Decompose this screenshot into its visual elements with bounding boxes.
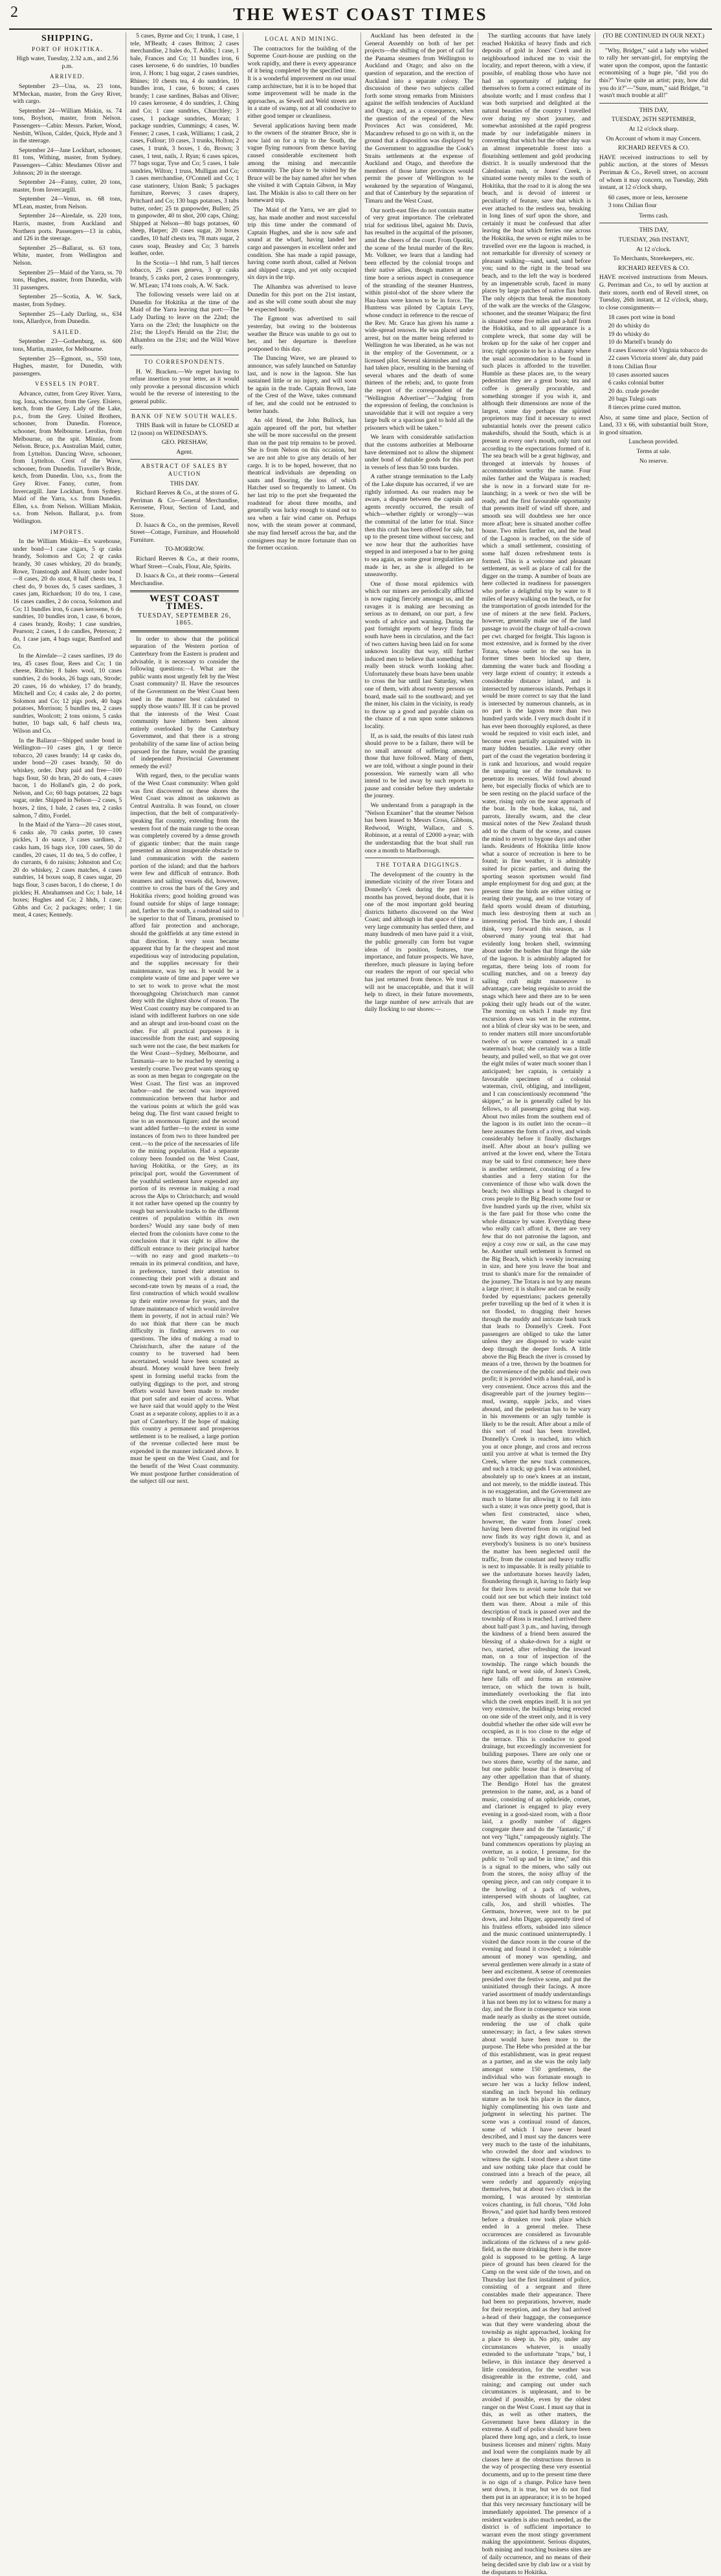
arrival-entry: September 25—Maid of the Yarra, ss. 70 tons, Hughes, master, from Dunedin, with 31 passengers. [13,269,122,291]
notice-firm: RICHARD REEVES & CO. [618,144,689,152]
arrival-entry: September 24—Airedale, ss. 220 tons, Harris, master, from Auckland and Northern ports. Passengers—13 in cabin, and 126 in the steerage. [13,212,122,243]
columns [9,32,712,2576]
masthead [9,0,712,30]
divider [130,590,239,592]
notice-item: 8 cases Essence old Virginia tobacco do [608,346,707,354]
newspaper-title: THE WEST COAST TIMES [233,4,488,24]
sailed-entry: September 25—Egmont, ss., 550 tons, Hughes, master, for Dunedin, with passengers. [13,355,122,377]
column-5 [478,32,595,2576]
notice-day: THIS DAY, [639,227,669,234]
import-entry: In the William Miskin—Ex warehouse, under bond—1 case cigars, 5 qr casks brandy, Solomon and Co; 2 qr casks brandy, 30 cases whiskey, 20 do brandy, Rowe, Transtough and Alison; under bond—8 cases, 20 do stout, 8 half chests tea, 1 chest do, 9 boxes do, 5 cases sardines, 3 cases jam, Richardson; 10 do tea, 1 case, 16 cases candles, 2 do cocoa, Solomon and Co; 11 bundles iron, 6 cases kerosene, 6 do sundries, 10 bundles iron, 1 case, 6 boxes, 4 cases brandy, Rosby; 1 case sundries, Pearson; 2 cases, 1 do candles, Peterson; 2 do, 1 case jam, 4 bags sugar, Bamford and Co. [13,538,122,650]
notice-firm: RICHARD REEVES & CO. [618,264,689,272]
notice-date: TUESDAY, 26th INSTANT, [618,236,689,244]
column-1 [9,32,126,917]
divider [130,630,239,632]
local-paragraph: The Dancing Wave, we are pleased to announce, was safely launched on Saturday last, and is now in the lagoon. She has sustained little or no injury, and will soon be again in the trade. Captain Brown, late of the Crest of the Wave, takes command of her, and she could not be entrusted to better hands. [247,355,357,415]
totara-heading: THE TOTARA DIGGINGS. [376,861,462,869]
bank-notice-text: THIS Bank will in future be CLOSED at 12 (noon) on WEDNESDAYS. [130,422,239,437]
divider [599,43,708,44]
notice-item: 8 tons Chilian flour [608,362,657,370]
local-paragraph: Our north-east files do not contain matter of very great importance. The celebrated trial for seditious libel, against Mr. Davis, has resulted in the acquittal of the prisoner, amid the cheers of the court. From Opotiki, the scene of the brutal murder of the Rev. Mr. Volkner, we learn that a landing had been effected by the colonial troops and their native allies, though matters at one time bore a serious aspect in consequence of the stranding of the steamer Huntress, within pistol-shot of the shore where the Hau-haus were known to be in force. The Huntress was piloted by Captain Levy, whose conduct in reference to the rescue of the Rev. Mr. Grace has given his name a wide-spread renown. He was placed under arrest, but on the matter being referred to Wellington he was liberated, as he was not in the employ of the Government, or a licensed pilot. Several skirmishes and raids had taken place, resulting in the burning of several whares and the death of some thirteen of the rebels; and, to quote from the report of the correspondent of the "Wellington Advertiser"—"Judging from the expression of feeling, the conclusion is unavoidable that it will not require a very large bulk or a spacious gaol to hold all the prisoners which will be taken." [364,206,474,432]
notice-items [608,314,708,411]
notice-account: On Account of whom it may Concern. [606,135,702,142]
notice-item: 22 cases Victoria stores' ale, duty paid [608,355,704,362]
local-paragraph: An old friend, the John Bullock, has again appeared off the port, but whether she will be more successful on the present than on the past trip remains to be proved. She is from Nelson on this occasion, but we are not able to give any details of her cargo. It is to be hoped, however, that no theatrical individuals are depending on sauts and flooring, the loss of which Hatcher used so frequently to lament. On her last trip to the port she frequented the roadstead for about three months, and generally was lucky enough to stand out to sea when a fair wind came on. Perhaps now, with the steam power at command, she may find herself across the bar, and the consignees may be more fortunate than on the former occasion. [247,417,357,552]
column-6 [595,32,712,917]
local-mining-heading: LOCAL AND MINING. [265,36,339,42]
editorial-masthead: WEST COAST TIMES. [150,594,220,612]
auction-item: Richard Reeves & Co., at their rooms, Wharf Street—Coals, Flour, Ale, Spirits. [130,555,239,570]
notice-item: 10 cases assorted sauces [608,371,669,379]
column-4 [360,32,478,1014]
notice-item: 20 bags Tulegi oats [608,395,657,403]
bank-notice-signature: GEO. PRESHAW, [161,439,208,447]
notice-body: HAVE received instructions from Messrs. G. Perriman and Co., to sell by auction at their stores, north end of Revell street, on Tuesday, 26th instant, at 12 o'clock, sharp, to close consignments— [599,274,709,311]
auction-item: Richard Reeves & Co., at the stores of G. Perriman & Co—General Merchandise, Kerosene, Flour, Section of Land, and Store. [130,489,239,520]
local-paragraph: The Egmont was advertised to sail yesterday, but owing to the boisterous weather the Bruce was unable to go out to her, and her departure is therefore postponed to this day. [247,315,357,353]
import-entry: In the Scotia—1 hhd rum, 5 half tierces tobacco, 25 cases geneva, 3 qr casks brandy, 5 casks port, 2 cases ironmongery, W. M'Lean; 174 tons coals, A. W. Sack. [130,259,239,289]
local-paragraph: The Maid of the Yarra, we are glad to say, has made another and most successful trip this time under the command of Captain Hughes, and she is now safe and sound at the wharf, having landed her cargo and passengers in excellent order and condition. She has made a rapid passage, having come north about, called at Nelson and shipped cargo, and yet only occupied six days in the trip. [247,206,357,282]
arrival-entry: September 23—Una, ss. 23 tons, M'Meckan, master, from the Grey River, with cargo. [13,82,122,105]
auction-item: D. Isaacs & Co., at their rooms—General Merchandise. [130,572,239,587]
local-paragraph: We learn with considerable satisfaction that the customs authorities at Melbourne have determined not to allow the shipment under bond of dutiable goods for this port in vessels of less than 50 tons burden. [364,434,474,471]
column-3 [243,32,360,917]
imports-heading: IMPORTS. [50,528,85,535]
notice-item: 3 tons Chilian flour [608,202,657,210]
local-paragraph: The Alhambra was advertised to leave Dunedin for this port on the 21st instant, and as she will come south about she may be expected hourly. [247,283,357,313]
notice-item: 20 do. crude powder [608,387,660,395]
port-heading: PORT OF HOKITIKA. [32,45,104,52]
divider [130,459,239,460]
sailed-heading: SAILED. [52,328,82,335]
local-paragraph: The contractors for the building of the Supreme Court-house are pushing on the work rapidly, and there is every appearance of it being completed by the specified time. It is a wonderful improvement on our usual camp architecture, but it is to be hoped that some improvement will be made in the approaches, as Sewell and Weld streets are in a state of swamp, not at all conducive to either good temper or cleanliness. [247,45,357,120]
local-paragraph: One of those moral epidemics with which our miners are periodically afflicted is now raging fiercely amongst us, and the ravages it is making are becoming as serious as to demand, on our part, a few words of advice and warning. During the past fortnight reports of heavy finds far south have been in circulation, and the fact of two cutters having been laid on for some unknown locality that way, still further induced men to believe that something had really been struck worth looking after. Unfortunately these boats have been unable to cross the bar until last Saturday, when one of them, with about twenty persons on board, made sail to the southward; and yet the miner, his claim in the vicinity, is ready to throw up a good and payable claim on the chance of a run upon some unknown locality. [364,580,474,731]
import-entry: In the Maid of the Yarra—20 cases stout, 6 casks ale, 70 casks porter, 10 cases pickles, 1 do sauce, 3 cases sardines, 2 casks ham, 16 bags rice, 100 cases, 50 do candles, 20 cases, 11 do tea, 5 do coffee, 1 do currants, 6 do raisins; Johnston and Co; 20 do whiskey, 2 cases matches, 4 cases sundries, 14 boxes soap, 8 cases sugar, 20 bags flour, 3 cases bacon, 1 do cheese, 1 do pickles; H. Abrahamsen and Co; 1 bale, 14 boxes; Hughes and Co; 2 hhds, 1 case; Gibbs and Co; 2 packages; order; 1 tin meat, 4 cases; Kennedy. [13,821,122,919]
notice-item: 60 cases, more or less, kerosene [608,194,688,201]
arrival-entry: September 25—Lady Darling, ss., 634 tons, Allardyce, from Dunedin. [13,310,122,326]
notice-reserve: No reserve. [639,457,669,465]
import-entry: In the Airedale—2 cases sardines, 19 do tea, 45 cases flour, Rees and Co; 1 tin cheese, Ritchie; 8 bales wool, 10 cases sundries, 2 do books, 26 bags oats, Strode; 20 cases, 16 do whiskey, 17 do brandy, Mitchell and Co; 4 casks ale, 2 do porter, Solomon and Co; 12 pigs pork, 40 bags potatoes, Morrison; 5 bundles tea, 2 cases sundries, Woolcott; 2 tons onions, 5 casks butter, 10 bags salt, 6 half chests tea, Wilson and Co. [13,652,122,735]
editorial-paragraph: In order to show that the political separation of the Western portion of Canterbury from the Eastern is prudent and advisable, it is necessary to consider the following questions:—I. What are the public wants most urgently felt by the West Coast community? II. Have the resources of the Government on the West Coast been used in the manner best calculated to supply those wants? III. If it can be proved that the interests of the West Coast community have hitherto been almost entirely overlooked by the Canterbury Government, and that there is a strong probability of the same line of action being pursued for the future, would the granting of independent Provincial Government remedy the evil? [130,635,239,770]
notice-terms: Terms cash. [639,212,669,219]
arrival-entry: September 24—Fanny, cutter, 20 tons, master, from Invercargill. [13,179,122,194]
import-entry: In the Ballarat—Shipped under bond in Wellington—10 cases gin, 1 qr tierce tobacco, 20 cases brandy; 14 qr casks do, under bond—20 cases brandy, 50 do whiskey, order. Duty paid and free—100 bags flour, 50 do bran, 20 do oats, 4 cases bacon, 1 do Holland's gin, 2 do pork, Nelson, and Co; 60 bags potatoes, 22 bags sugar, order. Shipped in Nelson—2 cases, 5 boxes, 2 tins, 1 bale, 2 cases tea, 2 casks salmon, 7 ditto, Fordel. [13,737,122,819]
vessels-in-port: Advance, cutter, from Grey River. Yarra, tug. Iona, schooner, from the Grey. Elsiero, ketch, from the Grey. Lady of the Lake, p.s., from the Grey. United Brothers, schooner, from Dunedin. Florence, schooner, from Melbourne. Lerolius, from Melbourne, on the spit. Minnie, from Nelson. Bruce, p.s. Australian Maid, cutter, from Lyttelton. Dancing Wave, schooner, from Lyttelton. Crest of the Wave, schooner, from Dunedin. Traveller's Bride, ketch, from Dunedin. Uno, s.s., from the Grey River. Fanny, cutter, from Invercargill. Jane Lockhart, from Sydney. Maid of the Yarra, s.s. from Dunedin. Ellen, s.s. from Nelson. William Miskin, s.s. from Nelson. Ballarat, p.s. from Wellington. [13,390,122,526]
anecdote: "Why, Bridget," said a lady who wished to rally her servant-girl, for emptying the water upon the compost, upon the fantastic economising of a huge pie, "did you do this?" You're quite an artist; pray, how did you do it?"—"Sure, mum," said Bridget, "it wasn't much trouble at all!" [599,47,709,100]
shipping-heading: SHIPPING. [41,34,94,43]
notice-extra: Also, at same time and place, Section of Land, 33 x 66, with substantial built Store, in good situation. [599,414,709,436]
auction-this-day: THIS DAY. [170,480,199,487]
notice-item: 8 tierces prime cured mutton. [608,403,682,411]
notice-terms: Terms at sale. [636,447,671,455]
arrival-entry: September 24—Venus, ss. 68 tons, M'Lean, master, from Nelson. [13,195,122,210]
auction-tomorrow: TO-MORROW. [164,546,205,553]
notice-lunch: Luncheon provided. [628,438,679,446]
auction-abstract-heading: ABSTRACT OF SALES BY AUCTION [140,463,228,478]
import-entry: 5 cases, Byrne and Co; 1 trunk, 1 case, 1 tele, M'Beath; 4 cases Britton; 2 cases merchandise, 2 bales do, T. Addis; 1 case, 1 bale, Frances and Co; 11 bundles iron, 6 cases kerosene, 6 do sundries, 10 bundles iron, J. Horn; 1 bag sugar, 2 cases sundries, Rhines; 10 chests tea, 4 do sundries, 10 bundles iron, 1 case, 6 boxes; 4 cases brandy; 1 case sardines, Balsas and Oliver; 10 cases kerosene, 4 do sundries, J. Ching and Co; 1 case sundries, Churchley; 3 cases, 1 package sundries, Moran; 1 package sundries, Cummings; 4 cases, W. Fenner; 2 cases, 1 cask, Williams; 1 cask, 2 cases, Fullour; 10 cases, 3 trunks, Holton; 2 cases, 1 trunk, 3 boxes, 1 do, Brown; 3 cases, 1 tent, nails, J. Ryan; 6 cases spices, 77 bags sugar, Tyse and Co; 5 cases, 1 bale sundries, Wilton; 1 truss, Mulligan and Co; 3 cases merchandise, O'Connell and Co; 1 case stationery, Union Bank; 5 packages furniture, Reeves; 3 cases drapery, Pritchard and Co; 130 bags potatoes, 3 tubs butter, order; 25 tn gunpowder, Bullen; 25 tn gunpowder, 40 tn shot, 200 caps, Ching; Shipped at Nelson—80 bags potatoes, 60 sheep, Harper; 20 cases sugar, 20 boxes candles, 10 half chests tea, 78 mats sugar, 2 cases soap, Beasley and Co; 3 barrels leather, order. [130,32,239,258]
notice-body: HAVE received instructions to sell by public auction, at the stores of Messrs Perriman & Co., Revell street, on account of whom it may concern, on Tuesday, 26th instant, at 12 o'clock sharp, [599,153,709,192]
arrival-entry: September 24—William Miskin, ss. 74 tons, Boylson, master, from Nelson. Passengers—Cabin: Messrs. Parker, Wood, Nesbitt, Wilson, Calder, Quick, Hyde and 3 in the steerage. [13,107,122,145]
notice-item: 19 do whisky do [608,330,650,338]
notice-time: At 12 o'clock. [636,245,671,253]
local-paragraph: We understand from a paragraph in the "Nelson Examiner" that the steamer Nelson has been leased to Messrs Cross, Gibbons, Redwood, Wright, Wallace, and S. Robinson, at a rental of £2000 a-year; with the understanding that the boat shall run once a month to Marlborough. [364,801,474,854]
totara-paragraph: The startling accounts that have lately reached Hokitika of heavy finds and rich deposits of gold in Jones' Creek and its neighbourhood induced me to visit the locality, and report thereon, with a view, if possible, of enabling those who have not had an opportunity of judging for themselves to form a correct estimate of its absolute worth; and I must confess that I was both surprised and delighted at the natural beauties of the country I travelled over during my short journey, and somewhat astonished at the rapid progress made by our indefatigable miners in converting that which but the other day was an almost impenetrable forest into a flourishing settlement and gold producing district. It is usually understood that the Caledonian rush, or Jones' Creek, is situated some twenty miles to the south of Hokitika, that the road to it is along the sea beach, and is devoid of interest or peculiarity of feature, save that which is ever attached to the restless sea, breaking in long lines of surf upon the shore, and certainly it must be confessed that after leaving the boat which ferries one across the Hokitika, the seven or eight miles to be travelled over ere the lagoon is reached, is not remarkable for diversity of scenery or pleasant walking—sand, sand, sand before you; sand to the right in the broad sea beach, and to the left the way is bordered by an impenetrable scrub, faced in many places by large patches of native flax bush. The only objects that break the monotony of the walk are the wrecks of the Glasgow, schooner, and the steamer Waipara; the first is situated some five miles and a-half from the Hokitika, and to all appearance is a complete wreck, that some day will be broken up for the sake of her copper and iron; right opposite to her is a shanty where the usual accommodation to be found in such places is afforded to the traveller. Humble as these places are, to the weary pedestrian they are a great boon; tea and coffee is generally procurable, and something stronger if you wish it, and although their dimensions are none of the largest, some day perhaps the spirited proprietors may find it necessary to erect substantial hotels over the present calico makeshifts, should the South, which is at present in every one's mouth, only turn out according to the expectations formed of it. The sea beach will be a great highway, and thronged at intervals by houses of accommodation worthy the name. Four miles farther and the Waipara is reached; she is now in a forward state for re-launching; in a week or two she will be ready, and the first favourable opportunity that presents itself of wind off shore, and smooth sea will doubtless see her once more afloat; here is situated another coffee house. Two miles farther on, and the head of the Lagoon is reached, on the side of which a small settlement, consisting of some half dozen refreshment tents is formed. This is a welcome and pleasant settlement, as well as place of call for the digger on the tramp. A number of boats are here collected in readiness for passengers who prefer a delightful trip by water to 8 miles of heavy walking on the beach, or for the transportation of goods intended for the use of miners at the new field. Packers, however, generally make use of the land passage to avoid the charge of half-a-crown per cwt. charged for freight. This lagoon is most extensive, and is formed by the river Totara, whose outlet to the sea has in former times been blocked up there, damming the water back and flooding a very large extent of country; it extends a considerable distance inland, and is intersected by numerous islands. Perhaps it would be more correct to say that the land is intersected by numerous channels, as in no part is the lagoon more than two hundred yards wide. I very much doubt if it has ever been thoroughly explored, as there would be required to visit each inlet, and become even partially acquainted with its many hidden beauties. Like every other part of the coast the vegetation bordering it is rank and luxurious, and would require the unsparing use of the tomahawk to penetrate its recesses. Wild fowl abound here, but especially flocks of which are to be seen resting on the placid surface of the water, rising only on the near approach of the boat. In the bush, kakas, tui, and parrots, literally swarm, and the clear musical notes of the New Zealand thrush add to the charm of the scene, and causes the mind to revert to bygone days and other lands. Residents of Hokitika little know what a source of recreation is here to be found; in fine weather, it is admirably suited for picnic parties, and during the sporting season sportsmen would find ample employment for dog and gun; at the present time the birds are either sitting or rearing their young, and so true votary of field sports would dream of disturbing, much less destroying them at such an interesting period. The birds are, I should think, very forward this season, as I observed many young teal that had evidently long broken shell, swimming about under the bushes that fringe the side of the lagoon. It is admirably adapted for regattas, there being lots of room for sculling matches, and on a breezy day sailing craft might manoeuvre to advantage, care being requisite to avoid the snags which here and there are to be seen poking their ugly heads out of the water. The morning on which I made my first excursion down was wet in the extreme, not a blink of clear sky was to be seen, and to render matters still more uncomfortable twelve of us were crammed in a small waterman's boat; she certainly was a little beauty, and pulled well, so that we got over the eight miles of water much sooner than I anticipated; her captain, is certainly a favourable specimen of a colonial waterman, civil, obliging, and intelligent, and I can conscientiously recommend "the skipper," as he is generally called by his fellows, to all passengers going that way. About two miles from the southern end of the lagoon is its outlet into the ocean—it here assumes the form of a river, and winds considerably before it finally discharges itself. After about an hour's pulling we arrived at the lower end, where the Totara may be said to first commence; here there is another settlement, consisting of a few shanties and a ferry station for the convenience of those who walk down the beach; two shillings a head is charged to cross people to the Big Beach some four or five hundred yards up the river, whilst six is the fare paid for those who come the whole distance by water. Everything these who really can't afford it, there are very few that do not patronise the lagoon, and enjoy a cosy row or sail, as the case may be. Another small settlement is formed on the Big Beach, which is weekly increasing in size, and here you leave the boat and trust to shank's mare for the remainder of the journey. The Totara is not by any means a large river; it is shallow and can be easily forded by equestrians; packers generally prefer travelling up the bed of it when it is not flooded, to dragging their horses through the muddy and intricate bush track that leads to Donnelly's Creek. Foot passengers are obliged to take the latter unless they are disposed to wade waist deep through the deeper fords. A little above the Big Beach the river is crossed by means of a tree, thrown by the boatmen for the convenience of the public and their own profit; it is provided with a hand-rail, and is very convenient. Once across this and the disagreeable part of the journey begins—mud, swamp, supple jacks, and vines abound, and the pedestrian has to be wary in his movements or an ugly tumble is likely to be the result. After about a mile of this sort of road has been travelled, Donnelly's Creek is reached, into which you at once plunge, and cross and recross until you arrive at what is termed the Dry Creek, where the new track commences, and such a track; up gods I was astonished, absolutely up to one's knees at an instant, and not merely, to the middle instead. This is no exaggeration, and the Government are much to blame for allowing it to fall into such a state; it was once pretty good, that is when first constructed, since when, however, the water from Jones' creek having been diverted from its original bed now finds its way right down it, and as everybody's business is no one's business the matter has been neglected until the traffic, from the constant and heavy traffic is next to impassable. It is really pitiable to see the unfortunate horses heavily laden, floundering through it, having to fairly leap for their lives to avoid some hole that we could not see but which their instinct told them was there. About a mile of this description of track is passed over and the township of Ross is reached. I arrived there about half-past 3 p.m., and having, through the kindness of a friend been assured the blessing of a shake-down for a night or two, started, after refreshing the inward man, on a tour of inspection of the township. The range which bounds the right hand, or west side, of Jones's Creek, here falls off and forms an extensive terrace, on which the town is built, immediately overlooking the flat into which the creek empties itself. It is not yet very extensive, the buildings being erected on one side of the street only, and it is very doubtful whether the other side will ever be occupied, as it is too close to the edge of the terrace. This is conducive to good drainage, but exceedingly inconvenient for building purposes. There are only one or two stores there, worthy of the name, and but one public house that is deserving of any other appellation than that of shanty. The Bendigo Hotel has the greatest pretension to the name, and, as a band of music, consisting of an ophicleide, cornet, and clarionet is engaged to play every evening in a good-sized room, with a floor laid, a goodly number of diggers congregate there and do the "fantastic," if not very "light," rampageously nightly. The band commences operations by playing an overture, as a notice, I presume, for the public to "roll up and be in time," and this is a signal to the miners, who sally out from the stores, the noisy affray of the opening piece, and can only compare it to the howling of a pack of wolves, interspersed with shouts of laughter, cat calls, Jos, and shrill whistles. The Germans, however, were not to be put down, and John Digger, apparently tired of his fruitless efforts, subsided into silence and the music continued uninterruptedly. I visited the dance room in the course of the evening and found it crowded; a tolerable amount of money was spending, and several gentlemen were already in a state of beer and excitement. A sense of ceremonies presided over the festive scene, and put the uninitiated through their facings. A more varied assortment of muddy understandings it has not been my lot to witness for many a day, and the floor in consequence was soon made nearly as slushy as the street outside, rendering the use of chalk quite unnecessary; in fact, a few sakes strewn about would have been more to the purpose. The Hebe who presided at the bar of this establishment, was in great request as a partner, and as she was the only lady amongst some 150 gentlemen, the individual who was fortunate enough to secure her was a lucky fellow indeed, standing an inch beyond his ordinary stature as he took his place in the dance, highly complimenting his own taste and judgment in selecting his partner. The scene was a continual round of dances, some of which I have never heard described, and I must say the dancers were very much to the taste of the inhabitants, who crowded the door and windows to witness the sight. I stood there a short time and saw nothing take place that could be construed into a breach of the peace, all were orderly and apparently enjoying themselves, but at about two o'clock in the morning, I was aroused by stentorian voices chanting, in full chorus, "Old John Brown," and quiet had hardly been restored before a drunken row took place which ended in a general melee. These occurrences are considered as favourable indications of the richness of a new gold-field, as the more drinking there is the more gold is supposed to be getting. A large piece of ground has been cleared for the Camp on the west side of the town, and on Thursday last the first instalment of police, consisting of a sergeant and three constables made their appearance. There had been no preparations, however, made for their reception, and as they had arrived a-head of their baggage, the consequence was that they were wandering about the township as night approached, looking for a place to sleep in. No pity, under any circumstances whatever, is usually extended to the unfortunate "traps," but, I believe, in this instance they deserved a little consideration, for the weather was disagreeable in the extreme, cold, and raining; and camping out under such circumstances is unpleasant, and to be avoided if possible, even by the oldest ranger on the West Coast. I must say that in this, as well as other matters, the Government have been dilatory in the extreme. A staff of police should have been placed there long ago, and a clerk, to issue business licenses and miners' rights. Many and loud were the complaints made by all classes here at the obstructions thrown in the way of prospecting these very essential documents, and up to the present time there is no sign of a change. Police have been sent down, it is true, but we do not find them put in an appearance; it is to be hoped that this very necessary functionary will be immediately appointed. The presence of a resident warden is also much needed, as the district is of sufficient importance to warrant even the most stingy government making the appointment. Serious disputes, both mining and touching business sites are of daily occurrence, and no means of their being decided save by club law or a visit by the disputants to Hokitika. [482,32,591,2576]
editorial-date: TUESDAY, SEPTEMBER 26, 1865. [138,612,232,627]
notice-day: THIS DAY, [639,106,669,114]
local-paragraph: Several applications having been made to the owners of the steamer Bruce, she is now laid on for a trip to the South, the vague flying rumours from thence having caused considerable excitement both among the mining and mercantile community. The place to be visited by the Bruce will be the bay named after her when she visited it with Captain Gibson, in May last. The Miskin is also to call there on her homeward trip. [247,122,357,205]
high-water: High water, Tuesday, 2.32 a.m., and 2.56 p.m. [16,55,118,70]
column-2 [126,32,243,1485]
notice-account: To Merchants, Storekeepers, etc. [613,255,694,263]
notice-item: 10 do Martell's brandy do [608,339,672,346]
bank-notice-heading: BANK OF NEW SOUTH WALES. [131,412,238,419]
arrival-entry: September 25—Ballarat, ss. 63 tons, White, master, from Wellington and Nelson. [13,244,122,267]
correspondents-heading: TO CORRESPONDENTS. [144,358,225,365]
to-be-continued: (TO BE CONTINUED IN OUR NEXT.) [603,32,705,39]
notice-item: 20 do whisky do [608,322,650,329]
notice-item: 6 casks colonial butter [608,379,664,387]
correspondents-text: H. W. Bracken.—We regret having to refuse insertion to your letter, as it would only provoke a personal discussion which would be the reverse of interesting to the general public. [130,368,239,405]
auction-notice-1 [599,107,708,220]
divider [130,409,239,410]
divider [599,103,708,104]
local-paragraph: If, as is said, the results of this latest rush should prove to be a failure, there will be no small amount of suffering amongst those that have followed. Many of them, we are told, without a single pound in their possession. We earnestly warn all who intend to be led away by such reports to pause and consider before they undertake the journey. [364,732,474,800]
auction-notice-2 [599,227,708,465]
page-number: 2 [10,4,18,21]
notice-date: TUESDAY, 26TH SEPTEMBER, [611,116,696,124]
sailed-entry: September 23—Gothenburg, ss. 600 tons, Martin, master, for Melbourne. [13,338,122,353]
notice-items [608,194,708,210]
bank-notice-role: Agent. [176,448,194,456]
local-paragraph: Auckland has been defeated in the General Assembly on both of her pet projects—the shifting of the port of call for the Panama steamers from Wellington to Auckland and Otago; and also on the question of separation, and the erection of Auckland into a separate colony. The discussion of these two subjects called forth some strong remarks from Ministers against the selfish tendencies of Auckland and Otago; and, as a consequence, when the question of the repeal of the New Provinces Act was considered, Mr. Macandrew refused to go on with it, on the ground that a disposition was displayed by the Government to aggrandise the Cook's Straits settlements at the expense of Auckland and Otago, and therefore the members of those latter provinces would permit the power of Wellington to be weakened by the separation of Wanganui, and that of Canterbury by the separation of Timaru and the West Coast. [364,32,474,205]
editorial-paragraph: With regard, then, to the peculiar wants of the West Coast community: When gold was first discovered on these shores the West Coast was almost as unknown as Central Australia. It was found, on closer inspection, that the belt of comparatively-speaking flat country, extending from the western foot of the main range to the ocean was completely covered by a dense growth of gigantic timber; that the main range presented an almost insuperable obstacle to land communication with the eastern portion of the island; and that the harbors were few and difficult of entrance. Both steamers and sailing vessels did, however, contrive to cross the bars of the Grey and Hokitika rivers; good holding ground was found outside for ships of large tonnage; and, farther to the south, a roadstead said to be superior to that of Timaru, promised to afford fair protection and anchorage, should the goldfields at any time extend in that direction. It very soon became apparent that by far the cheapest and most expeditious way of introducing population, and the supplies necessary for their maintenance, was by sea. It would be a complete waste of time and paper were we to set to work to prove what the most thoroughgoing Christchurch man cannot deny with the slightest show of reason. The West Coast country may be compared to an island with indifferent harbors on one side and an abrupt and iron-bound coast on the other. For all practical purposes it is inaccessible from the east; and supposing such were not the case, the best markets for the West Coast—Sydney, Melbourne, and Tasmania—are to be reached by steering a westerly course. Two great wants sprang up as soon as men began to congregate on the West Coast. The first was an improved harbor—and the second was improved communication between that harbor and the various points at which the gold was being dug. The first want caused freight to rise to an enormous figure; and the second want added further—to the extent in some instances of from two to three hundred per cent.—to the price of the necessaries of life to the mining population. Had a separate colony been founded on the West Coast, having Hokitika, or the Grey, as its principal port, would the Government of the youthful settlement have expended any portion of its revenue in making a road across the Alps to Christchurch; and would it not rather have opened up the country by rough but serviceable tracks to the different centres of population within its own borders? Would any sane body of men elected from the colonists have come to the conclusion that it was right to allow the difficult entrance to their principal harbor—with no easy and good markets—to remain in its primeval condition, and have, in preference, turned their attention to connecting their port with a distant and second-rate town by means of a road, the first construction of which would swallow up their entire revenue for years, and the future maintenance of which would involve them in poverty, if not in actual ruin? We do not think that there can be much difficulty in finding answers to our questions. The idea of making a road to Christchurch, after the nature of the country to be traversed had been ascertained, would have been scouted as absurd. Money would have been freely spent in forming useful tracks from the outlying diggings to the port, and strong efforts would have been made to render that port safer and easier of access. What we have said that would apply to the West Coast as a separate colony, applies to it as a part of Canterbury. If the hope of making this country a permanent and prosperous settlement is to be realised, a large portion of the revenue collected here must be expended in the manner indicated above. It must be spent on the West Coast, and for the benefit of the West Coast community. We must postpone further consideration of the subject till our next. [130,772,239,1485]
local-paragraph: A rather strange termination to the Lady of the Lake dispute has occurred, if we are rightly informed. As our readers may be aware, a dispute between the captain and agents recently occurred, the result of which—whether rightly or wrongly—was the committal of the latter for trial. Since then this craft has been offered for sale, but up to the present time without success; and we now hear that the authorities have stepped in and interposed a bar to her going to sea again, as some great irregularities are made in her, as she is alleged to be unseaworthy. [364,473,474,579]
notice-time: At 12 o'clock sharp. [628,125,679,133]
auction-item: D. Isaacs & Co., on the premises, Revell Street—Cottage, Furniture, and Household Furniture. [130,521,239,544]
vessels-in-port-heading: VESSELS IN PORT. [35,381,100,388]
totara-paragraph: The development of the country in the immediate vicinity of the river Totara and Donnelly's Creek during the past two months has proved, beyond doubt, that it is one of the most important gold bearing districts hitherto discovered on the West Coast; and although in that space of time a very large community has settled there, and many hundreds of men have paid it a visit, the public generally can form but vague ideas of its position, features, true importance, and future prospects. We have, therefore, much pleasure in laying before our readers the report of our special who has just returned from thence. We trust it will not be unacceptable, and that it will help to direct, in their future movements, the large number of new arrivals that are daily flocking to our shores:— [364,871,474,1014]
import-entry: The following vessels were laid on at Dunedin for Hokitika at the time of the Maid of the Yarra leaving that port:—The Lady Darling to leave on the 22nd; the Yarra on the 23rd; the Isnaphicte on the 21st; the Lloyd's Herald on the 21st; the Alhambra on the 21st; and the Wild Wave early. [130,291,239,351]
arrival-entry: September 25—Scotia, A. W. Sack, master, from Sydney. [13,293,122,308]
arrival-entry: September 24—Jane Lockhart, schooner, 81 tons, Withing, master, from Sydney. Passengers—Cabin: Mesdames Oliver and Johnson; 20 in the steerage. [13,146,122,177]
notice-item: 18 cases port wine in bond [608,314,675,322]
arrived-heading: ARRIVED. [49,73,85,80]
